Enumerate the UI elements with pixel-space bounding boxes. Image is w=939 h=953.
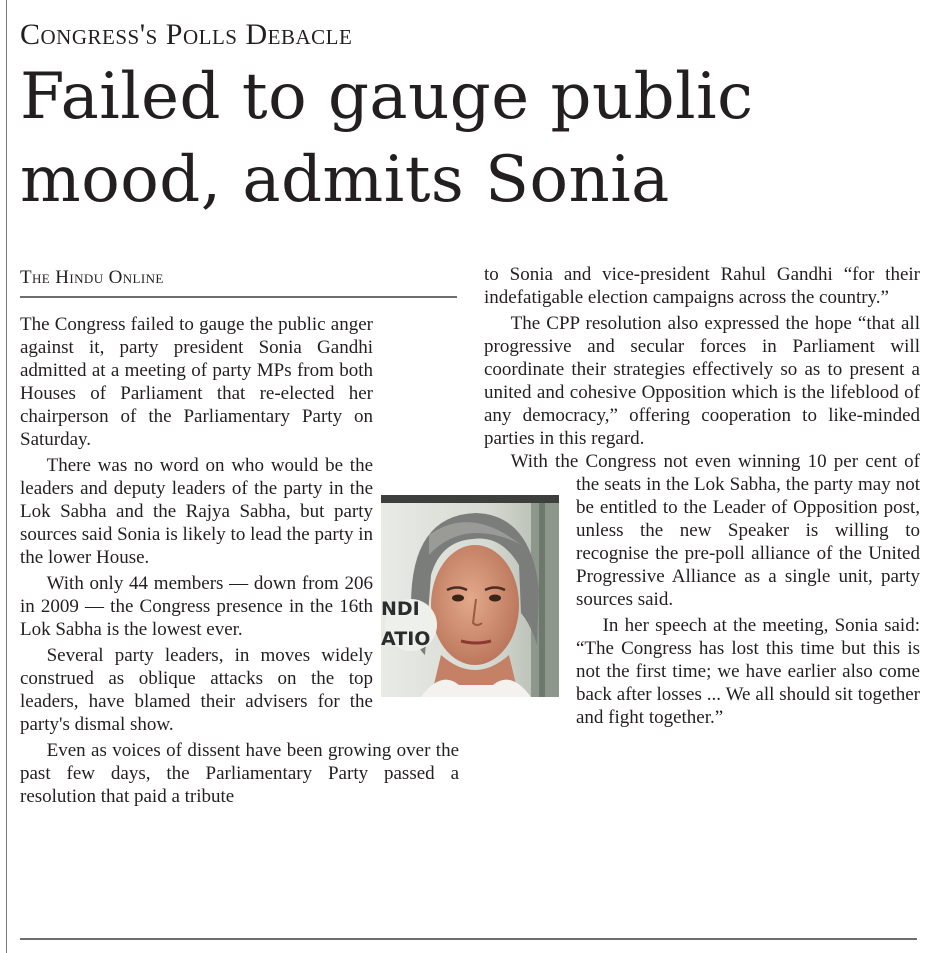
byline-rule — [20, 296, 457, 298]
paragraph: In her speech at the meeting, Sonia said: “The Congress has lost this time but this is not the first time; we have earlier also come back after losses ... We all should sit together and fight together.” — [576, 615, 920, 728]
kicker: Congress's Polls Debacle — [20, 18, 353, 51]
sign-text-2: ATIO — [381, 628, 431, 650]
paragraph: With the Congress not even winning 10 per cent of the seats in the Lok Sabha, the party may not be entitled to the Leader of Opposition post, unless the new Speaker is willing to recognise the pre-poll alliance of the United Progressive Alliance as a single unit, party sources said. — [510, 451, 920, 610]
paragraph: There was no word on who would be the leaders and deputy leaders of the party in the Lok Sabha and the Rajya Sabha, but party sources said Sonia is likely to lead the party in the lower House. — [20, 455, 374, 568]
paragraph-text: The CPP resolution also expressed the hope “that all progressive and secular forces in Parliament will coordinate their strategies effectively so as to present a united and cohesive Opposition which is the lifeblood of any democracy,” offering cooperation to like-minded parties in this regard. — [484, 313, 920, 449]
headline-line-2: mood, admits Sonia — [20, 143, 670, 217]
paragraph: Several party leaders, in moves widely construed as oblique attacks on the top leaders, have blamed their advisers for the party's dismal show. — [20, 645, 373, 735]
paragraph: The Congress failed to gauge the public anger against it, party president Sonia Gandhi admitted at a meeting of party MPs from both Houses of Parliament that re-elected her chairperson of the Parliamentary Party on Saturday. — [20, 314, 373, 450]
paragraph: Even as voices of dissent have been growing over the past few days, the Parliamentary Party passed a resolution that paid a tribute — [20, 740, 459, 807]
bottom-rule — [20, 938, 917, 940]
paragraph: to Sonia and vice-president Rahul Gandhi “for their indefatigable election campaigns across the country.” — [484, 264, 920, 308]
photo-sonia-gandhi — [381, 495, 559, 697]
headline — [20, 56, 920, 222]
headline-line-1: Failed to gauge public — [20, 60, 754, 134]
portrait-image — [381, 495, 559, 697]
byline: The Hindu Online — [20, 267, 164, 288]
left-column-rule — [6, 0, 7, 953]
sign-text-1: NDI — [381, 598, 420, 620]
paragraph: With only 44 members — down from 206 in 2009 — the Congress presence in the 16th Lok Sabha is the lowest ever. — [20, 573, 373, 640]
paragraph — [484, 312, 920, 450]
